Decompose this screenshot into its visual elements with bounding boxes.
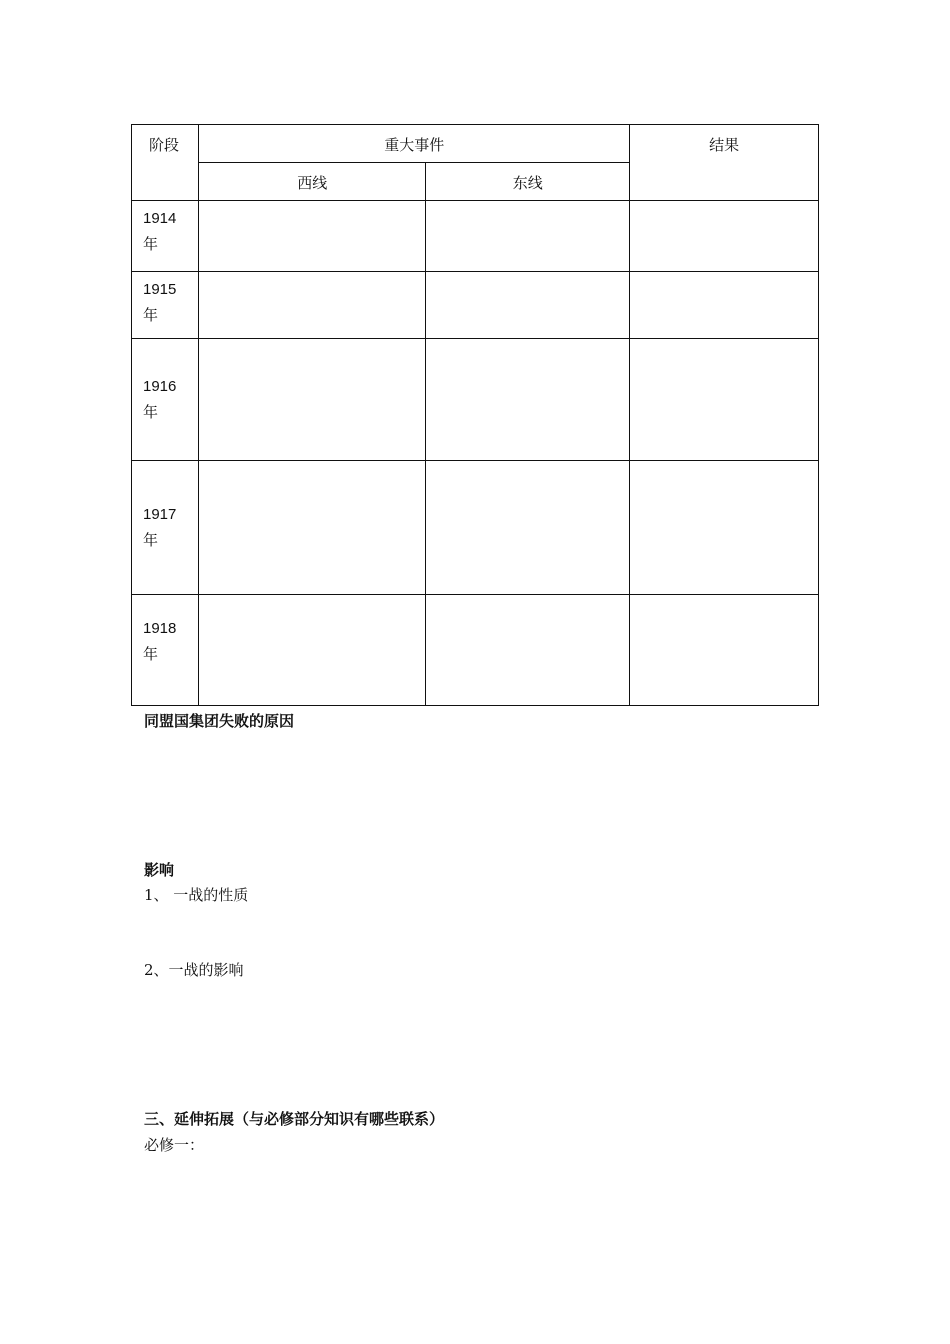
year-cell bbox=[132, 272, 199, 339]
year-cell bbox=[132, 201, 199, 272]
eastern-front-cell[interactable] bbox=[426, 339, 630, 461]
year-unit: 年 bbox=[143, 531, 159, 549]
table-row bbox=[132, 461, 819, 595]
year-number: 1917 bbox=[143, 505, 177, 523]
eastern-front-cell[interactable] bbox=[426, 272, 630, 339]
year-cell bbox=[132, 339, 199, 461]
year-cell bbox=[132, 595, 199, 706]
result-cell[interactable] bbox=[630, 201, 819, 272]
western-front-cell[interactable] bbox=[199, 339, 426, 461]
year-cell bbox=[132, 461, 199, 595]
western-front-cell[interactable] bbox=[199, 595, 426, 706]
header-stage: 阶段 bbox=[132, 125, 199, 201]
year-number: 1918 bbox=[143, 620, 177, 637]
header-result: 结果 bbox=[630, 125, 819, 201]
impact-heading: 影响 bbox=[144, 861, 175, 879]
extension-heading: 三、延伸拓展（与必修部分知识有哪些联系） bbox=[144, 1110, 445, 1128]
eastern-front-cell[interactable] bbox=[426, 461, 630, 595]
table-header-row bbox=[132, 125, 819, 163]
western-front-cell[interactable] bbox=[199, 201, 426, 272]
impact-item-nature: 1、 一战的性质 bbox=[144, 886, 249, 904]
header-eastern-front: 东线 bbox=[426, 163, 630, 201]
year-unit: 年 bbox=[143, 236, 159, 253]
table-row bbox=[132, 272, 819, 339]
year-unit: 年 bbox=[143, 307, 159, 324]
header-major-events: 重大事件 bbox=[199, 125, 630, 163]
western-front-cell[interactable] bbox=[199, 272, 426, 339]
table-row bbox=[132, 595, 819, 706]
result-cell[interactable] bbox=[630, 595, 819, 706]
eastern-front-cell[interactable] bbox=[426, 595, 630, 706]
header-western-front: 西线 bbox=[199, 163, 426, 201]
year-unit: 年 bbox=[143, 403, 159, 421]
eastern-front-cell[interactable] bbox=[426, 201, 630, 272]
table-row bbox=[132, 339, 819, 461]
year-unit: 年 bbox=[143, 646, 159, 663]
war-stages-table bbox=[131, 124, 819, 706]
year-number: 1915 bbox=[143, 281, 177, 298]
compulsory-one-label: 必修一： bbox=[144, 1136, 205, 1154]
western-front-cell[interactable] bbox=[199, 461, 426, 595]
year-number: 1916 bbox=[143, 377, 177, 395]
failure-reasons-heading: 同盟国集团失败的原因 bbox=[144, 712, 295, 730]
table-row bbox=[132, 201, 819, 272]
result-cell[interactable] bbox=[630, 461, 819, 595]
result-cell[interactable] bbox=[630, 339, 819, 461]
impact-item-effects: 2、一战的影响 bbox=[144, 961, 244, 979]
year-number: 1914 bbox=[143, 210, 177, 227]
result-cell[interactable] bbox=[630, 272, 819, 339]
